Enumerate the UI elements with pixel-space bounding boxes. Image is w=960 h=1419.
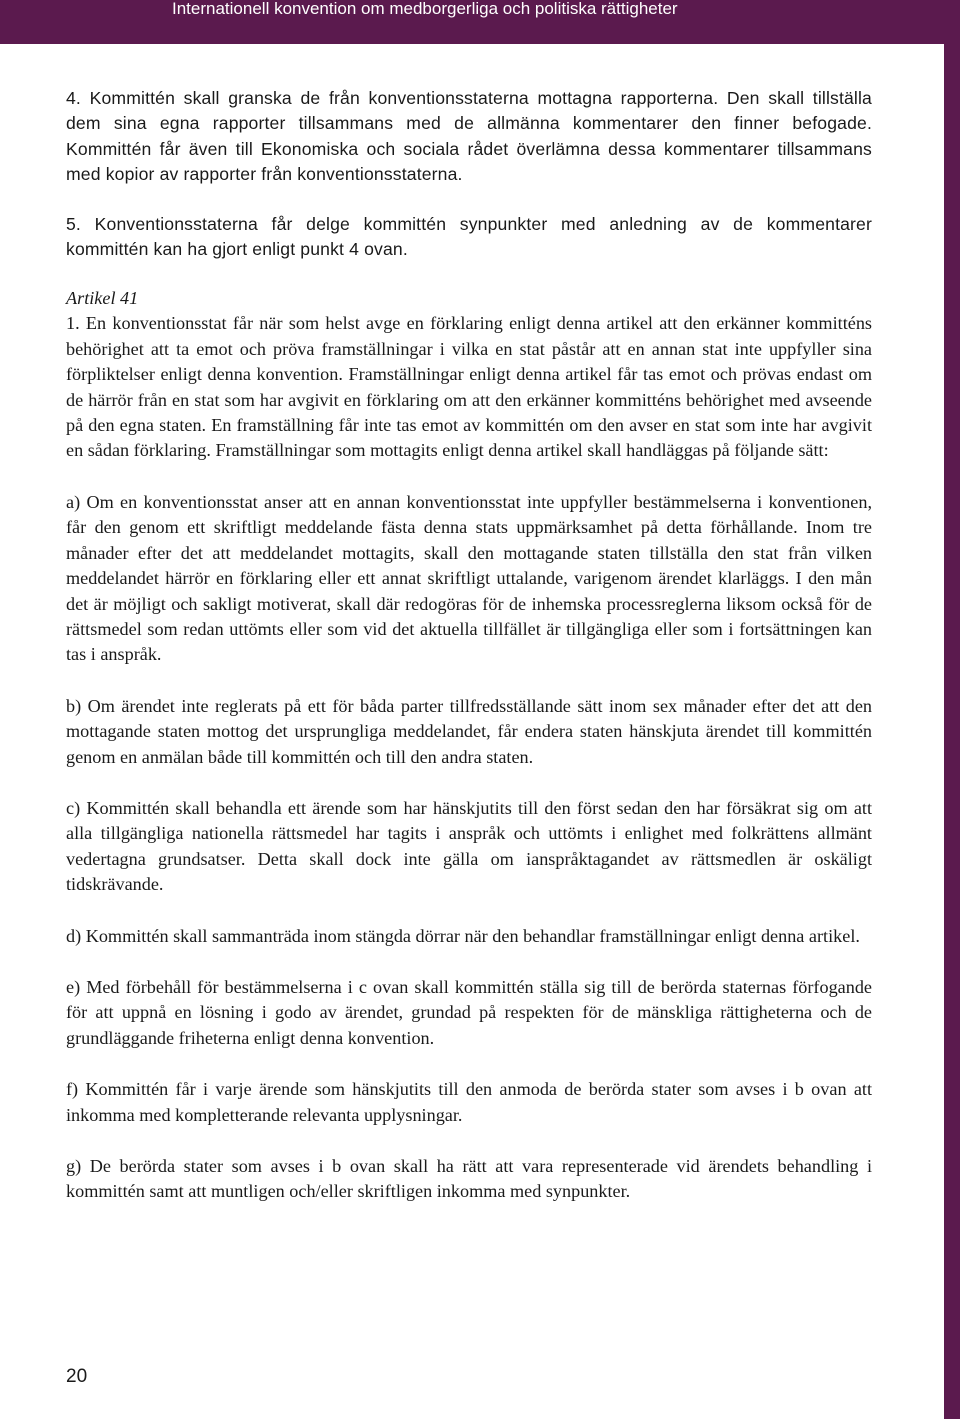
page-number: 20 (66, 1366, 88, 1387)
page-edge-band (944, 0, 960, 1419)
clause-a: a) Om en konventionsstat anser att en annan konventionsstat inte uppfyller bestämmelserna i konventionen, får den genom ett skriftligt meddelande fästa denna stats uppmärksamhet på detta förhållande. Inom tre månader efter det att meddelandet mottagits, skall den mottagande staten tillställa den stat från vilken meddelandet härrör en förklaring eller ett annat skriftligt uttalande, varigenom ärendet klarläggs. I den mån det är möjligt och sakligt motiverat, skall där redogöras för de inhemska processreglerna liksom också för de rättsmedel som redan uttömts eller som vid det aktuella tillfället är tillgängliga eller som i fortsättningen kan tas i anspråk. (66, 491, 872, 665)
clause-b: b) Om ärendet inte reglerats på ett för båda parter tillfredsställande sätt inom sex månader efter det att den mottagande staten mottog det ursprungliga meddelandet, får endera staten hänskjuta ärendet till kommittén genom en anmälan både till kommittén och till den andra staten. (66, 695, 872, 767)
clause-d: d) Kommittén skall sammanträda inom stängda dörrar när den behandlar framställningar enligt denna artikel. (66, 925, 860, 946)
document-body (66, 86, 872, 1205)
article-paragraph-1: 1. En konventionsstat får när som helst avge en förklaring enligt denna artikel att den erkänner kommitténs behörighet att ta emot och pröva framställningar i vilka en stat påstår att en annan stat inte uppfyller sina förpliktelser enligt denna konvention. Framställningar enligt denna artikel får tas emot och prövas endast om de härrör från en stat som har avgivit en förklaring om att den erkänner kommitténs behörighet med avseende på den egna staten. En framställning får inte tas emot av kommittén om den avser en stat som inte har avgivit en sådan förklaring. Framställningar som mottagits enligt denna artikel skall handläggas på följande sätt: (66, 313, 872, 461)
article-heading: Artikel 41 (66, 288, 139, 309)
clause-f: f) Kommittén får i varje ärende som hänskjutits till den anmoda de berörda stater som avses i b ovan att inkomma med kompletterande relevanta upplysningar. (66, 1079, 872, 1125)
paragraph-4: 4. Kommittén skall granska de från konventionsstaterna mottagna rapporterna. Den skall tillställa dem sina egna rapporter tillsammans med de allmänna kommentarer den finner befogade. Kommittén får även till Ekonomiska och sociala rådet överlämna dessa kommentarer tillsammans med kopior av rapporter från konventionsstaterna. (66, 88, 872, 185)
header-band (0, 0, 944, 44)
clause-e: e) Med förbehåll för bestämmelserna i c ovan skall kommittén ställa sig till de berörda staternas förfogande för att uppnå en lösning i godo av ärendet, grundad på respekten för de mänskliga rättigheterna och de grundläggande friheterna enligt denna konvention. (66, 976, 872, 1048)
document-title: Internationell konvention om medborgerliga och politiska rättigheter (172, 0, 678, 18)
clause-g: g) De berörda stater som avses i b ovan skall ha rätt att vara representerade vid ärendets behandling i kommittén samt att muntligen och/eller skriftligen inkomma med synpunkter. (66, 1156, 872, 1202)
paragraph-5: 5. Konventionsstaterna får delge kommittén synpunkter med anledning av de kommentarer kommittén kan ha gjort enligt punkt 4 ovan. (66, 213, 872, 260)
clause-c: c) Kommittén skall behandla ett ärende som har hänskjutits till den först sedan den har försäkrat sig om att alla tillgängliga nationella rättsmedel har tagits i anspråk och uttömts i enlighet med folkrättens allmänt vedertagna grundsatser. Detta skall dock inte gälla om ianspråktagandet av rättsmedlen är oskäligt tidskrävande. (66, 797, 872, 895)
